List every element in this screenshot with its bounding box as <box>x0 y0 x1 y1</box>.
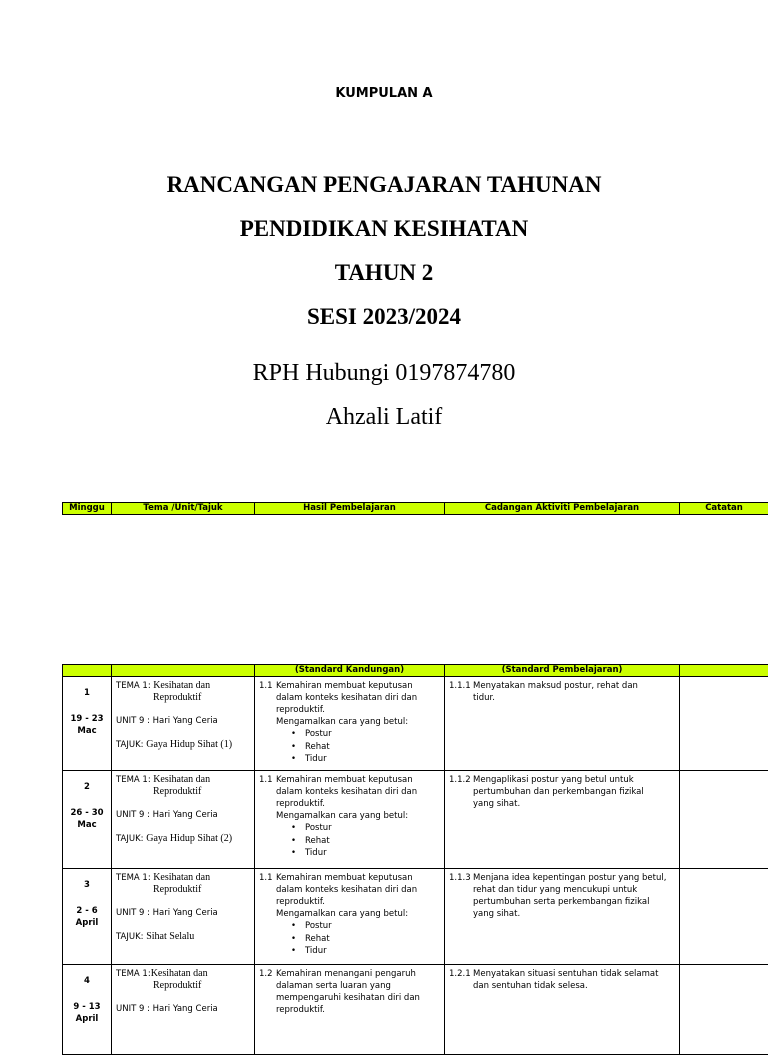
standard-pembelajaran-cell <box>445 965 680 1055</box>
tema-cell <box>112 771 255 869</box>
sp-code: 1.1.3 <box>449 872 473 884</box>
tema-label: TEMA 1: <box>116 969 151 979</box>
document-title-line-4: SESI 2023/2024 <box>0 304 768 330</box>
list-item: • Tidur <box>305 753 442 766</box>
sp-text-line: yang sihat. <box>449 798 677 810</box>
sp-code: 1.1.2 <box>449 774 473 786</box>
tema-name: Kesihatan dan <box>153 872 210 883</box>
sk-code: 1.1 <box>259 680 276 692</box>
week-number: 2 <box>64 781 110 793</box>
header-catatan: Catatan <box>680 503 768 515</box>
tema-label: TEMA 1: <box>116 681 151 691</box>
week-cell <box>63 677 112 771</box>
sp-text-line: Menyatakan situasi sentuhan tidak selamat <box>473 968 658 980</box>
sk-text-line: Mengamalkan cara yang betul: <box>259 908 442 920</box>
document-title-line-3: TAHUN 2 <box>0 260 768 286</box>
tajuk-text: Sihat Selalu <box>146 931 194 942</box>
standard-pembelajaran-cell <box>445 869 680 965</box>
sp-text-line: rehat dan tidur yang mencukupi untuk <box>449 884 677 896</box>
subheader-empty-3 <box>680 665 768 677</box>
catatan-cell <box>680 869 768 965</box>
list-item: • Postur <box>305 728 442 741</box>
catatan-cell <box>680 965 768 1055</box>
subheader-sk: (Standard Kandungan) <box>255 665 445 677</box>
header-tema: Tema /Unit/Tajuk <box>112 503 255 515</box>
week-number: 4 <box>64 975 110 987</box>
sk-text-line: Mengamalkan cara yang betul: <box>259 810 442 822</box>
week-month: April <box>64 917 110 929</box>
sk-text-line: reproduktif. <box>259 1004 442 1016</box>
sp-text-line: Menjana idea kepentingan postur yang betul, <box>473 872 666 884</box>
tajuk-text: Gaya Hidup Sihat (1) <box>146 739 232 750</box>
list-item: • Postur <box>305 920 442 933</box>
tema-cell <box>112 677 255 771</box>
sk-text-line: Kemahiran membuat keputusan <box>276 774 413 786</box>
unit-text: UNIT 9 : Hari Yang Ceria <box>116 1003 252 1015</box>
header-minggu: Minggu <box>63 503 112 515</box>
sp-text-line: pertumbuhan serta perkembangan fizikal <box>449 896 677 908</box>
sk-text-line: reproduktif. <box>259 896 442 908</box>
sk-bullet-list <box>259 822 442 860</box>
week-month: Mac <box>64 819 110 831</box>
week-dates: 26 - 30 <box>64 807 110 819</box>
tema-name-cont: Reproduktif <box>116 884 252 895</box>
sp-code: 1.1.1 <box>449 680 473 692</box>
sk-text-line: reproduktif. <box>259 798 442 810</box>
catatan-cell <box>680 771 768 869</box>
standard-pembelajaran-cell <box>445 677 680 771</box>
week-month: April <box>64 1013 110 1025</box>
tajuk-label: TAJUK: <box>116 740 144 750</box>
unit-text: UNIT 9 : Hari Yang Ceria <box>116 809 252 821</box>
header-hasil: Hasil Pembelajaran <box>255 503 445 515</box>
tajuk-label: TAJUK: <box>116 834 144 844</box>
header-row <box>63 503 768 515</box>
sk-code: 1.1 <box>259 774 276 786</box>
sp-text-line: dan sentuhan tidak selesa. <box>449 980 677 992</box>
header-aktiviti: Cadangan Aktiviti Pembelajaran <box>445 503 680 515</box>
week-dates: 2 - 6 <box>64 905 110 917</box>
sk-text-line: dalam konteks kesihatan diri dan <box>259 692 442 704</box>
standard-kandungan-cell <box>255 869 445 965</box>
sp-text-line: Menyatakan maksud postur, rehat dan <box>473 680 638 692</box>
catatan-cell <box>680 677 768 771</box>
tema-name: Kesihatan dan <box>153 680 210 691</box>
subheader-empty-2 <box>112 665 255 677</box>
standard-kandungan-cell <box>255 771 445 869</box>
table-row <box>63 965 768 1055</box>
document-title-line-1: RANCANGAN PENGAJARAN TAHUNAN <box>0 172 768 198</box>
tema-cell <box>112 869 255 965</box>
tema-name: Kesihatan dan <box>153 774 210 785</box>
standard-kandungan-cell <box>255 677 445 771</box>
tema-name-cont: Reproduktif <box>116 692 252 703</box>
sk-bullet-list <box>259 728 442 766</box>
tema-label: TEMA 1: <box>116 873 151 883</box>
contact-line: RPH Hubungi 0197874780 <box>0 360 768 387</box>
week-cell <box>63 869 112 965</box>
sp-code: 1.2.1 <box>449 968 473 980</box>
sk-text-line: Mengamalkan cara yang betul: <box>259 716 442 728</box>
table-row <box>63 771 768 869</box>
sp-text-line: tidur. <box>449 692 677 704</box>
sk-code: 1.2 <box>259 968 276 980</box>
subheader-row <box>63 665 768 677</box>
group-label: KUMPULAN A <box>0 86 768 101</box>
lesson-plan-table <box>62 664 768 1055</box>
sp-text-line: Mengaplikasi postur yang betul untuk <box>473 774 634 786</box>
table-row <box>63 677 768 771</box>
author-line: Ahzali Latif <box>0 404 768 431</box>
list-item: • Tidur <box>305 945 442 958</box>
unit-text: UNIT 9 : Hari Yang Ceria <box>116 907 252 919</box>
list-item: • Rehat <box>305 835 442 848</box>
week-cell <box>63 965 112 1055</box>
tajuk-text: Gaya Hidup Sihat (2) <box>146 833 232 844</box>
week-number: 1 <box>64 687 110 699</box>
sk-text-line: Kemahiran membuat keputusan <box>276 872 413 884</box>
subheader-empty-1 <box>63 665 112 677</box>
sk-text-line: mempengaruhi kesihatan diri dan <box>259 992 442 1004</box>
tema-name-cont: Reproduktif <box>116 980 252 991</box>
document-title-line-2: PENDIDIKAN KESIHATAN <box>0 216 768 242</box>
sp-text-line: pertumbuhan dan perkembangan fizikal <box>449 786 677 798</box>
week-dates: 19 - 23 <box>64 713 110 725</box>
header-table <box>62 502 768 515</box>
standard-kandungan-cell <box>255 965 445 1055</box>
week-dates: 9 - 13 <box>64 1001 110 1013</box>
subheader-sp: (Standard Pembelajaran) <box>445 665 680 677</box>
tema-name: Kesihatan dan <box>151 968 208 979</box>
sp-text-line: yang sihat. <box>449 908 677 920</box>
sk-text-line: Kemahiran membuat keputusan <box>276 680 413 692</box>
list-item: • Rehat <box>305 741 442 754</box>
tema-cell <box>112 965 255 1055</box>
week-number: 3 <box>64 879 110 891</box>
list-item: • Tidur <box>305 847 442 860</box>
sk-bullet-list <box>259 920 442 958</box>
sk-text-line: Kemahiran menangani pengaruh <box>276 968 416 980</box>
sk-text-line: reproduktif. <box>259 704 442 716</box>
unit-text: UNIT 9 : Hari Yang Ceria <box>116 715 252 727</box>
tajuk-label: TAJUK: <box>116 932 144 942</box>
tema-name-cont: Reproduktif <box>116 786 252 797</box>
week-month: Mac <box>64 725 110 737</box>
list-item: • Rehat <box>305 933 442 946</box>
week-cell <box>63 771 112 869</box>
sk-text-line: dalaman serta luaran yang <box>259 980 442 992</box>
sk-text-line: dalam konteks kesihatan diri dan <box>259 884 442 896</box>
list-item: • Postur <box>305 822 442 835</box>
standard-pembelajaran-cell <box>445 771 680 869</box>
table-row <box>63 869 768 965</box>
sk-code: 1.1 <box>259 872 276 884</box>
sk-text-line: dalam konteks kesihatan diri dan <box>259 786 442 798</box>
tema-label: TEMA 1: <box>116 775 151 785</box>
